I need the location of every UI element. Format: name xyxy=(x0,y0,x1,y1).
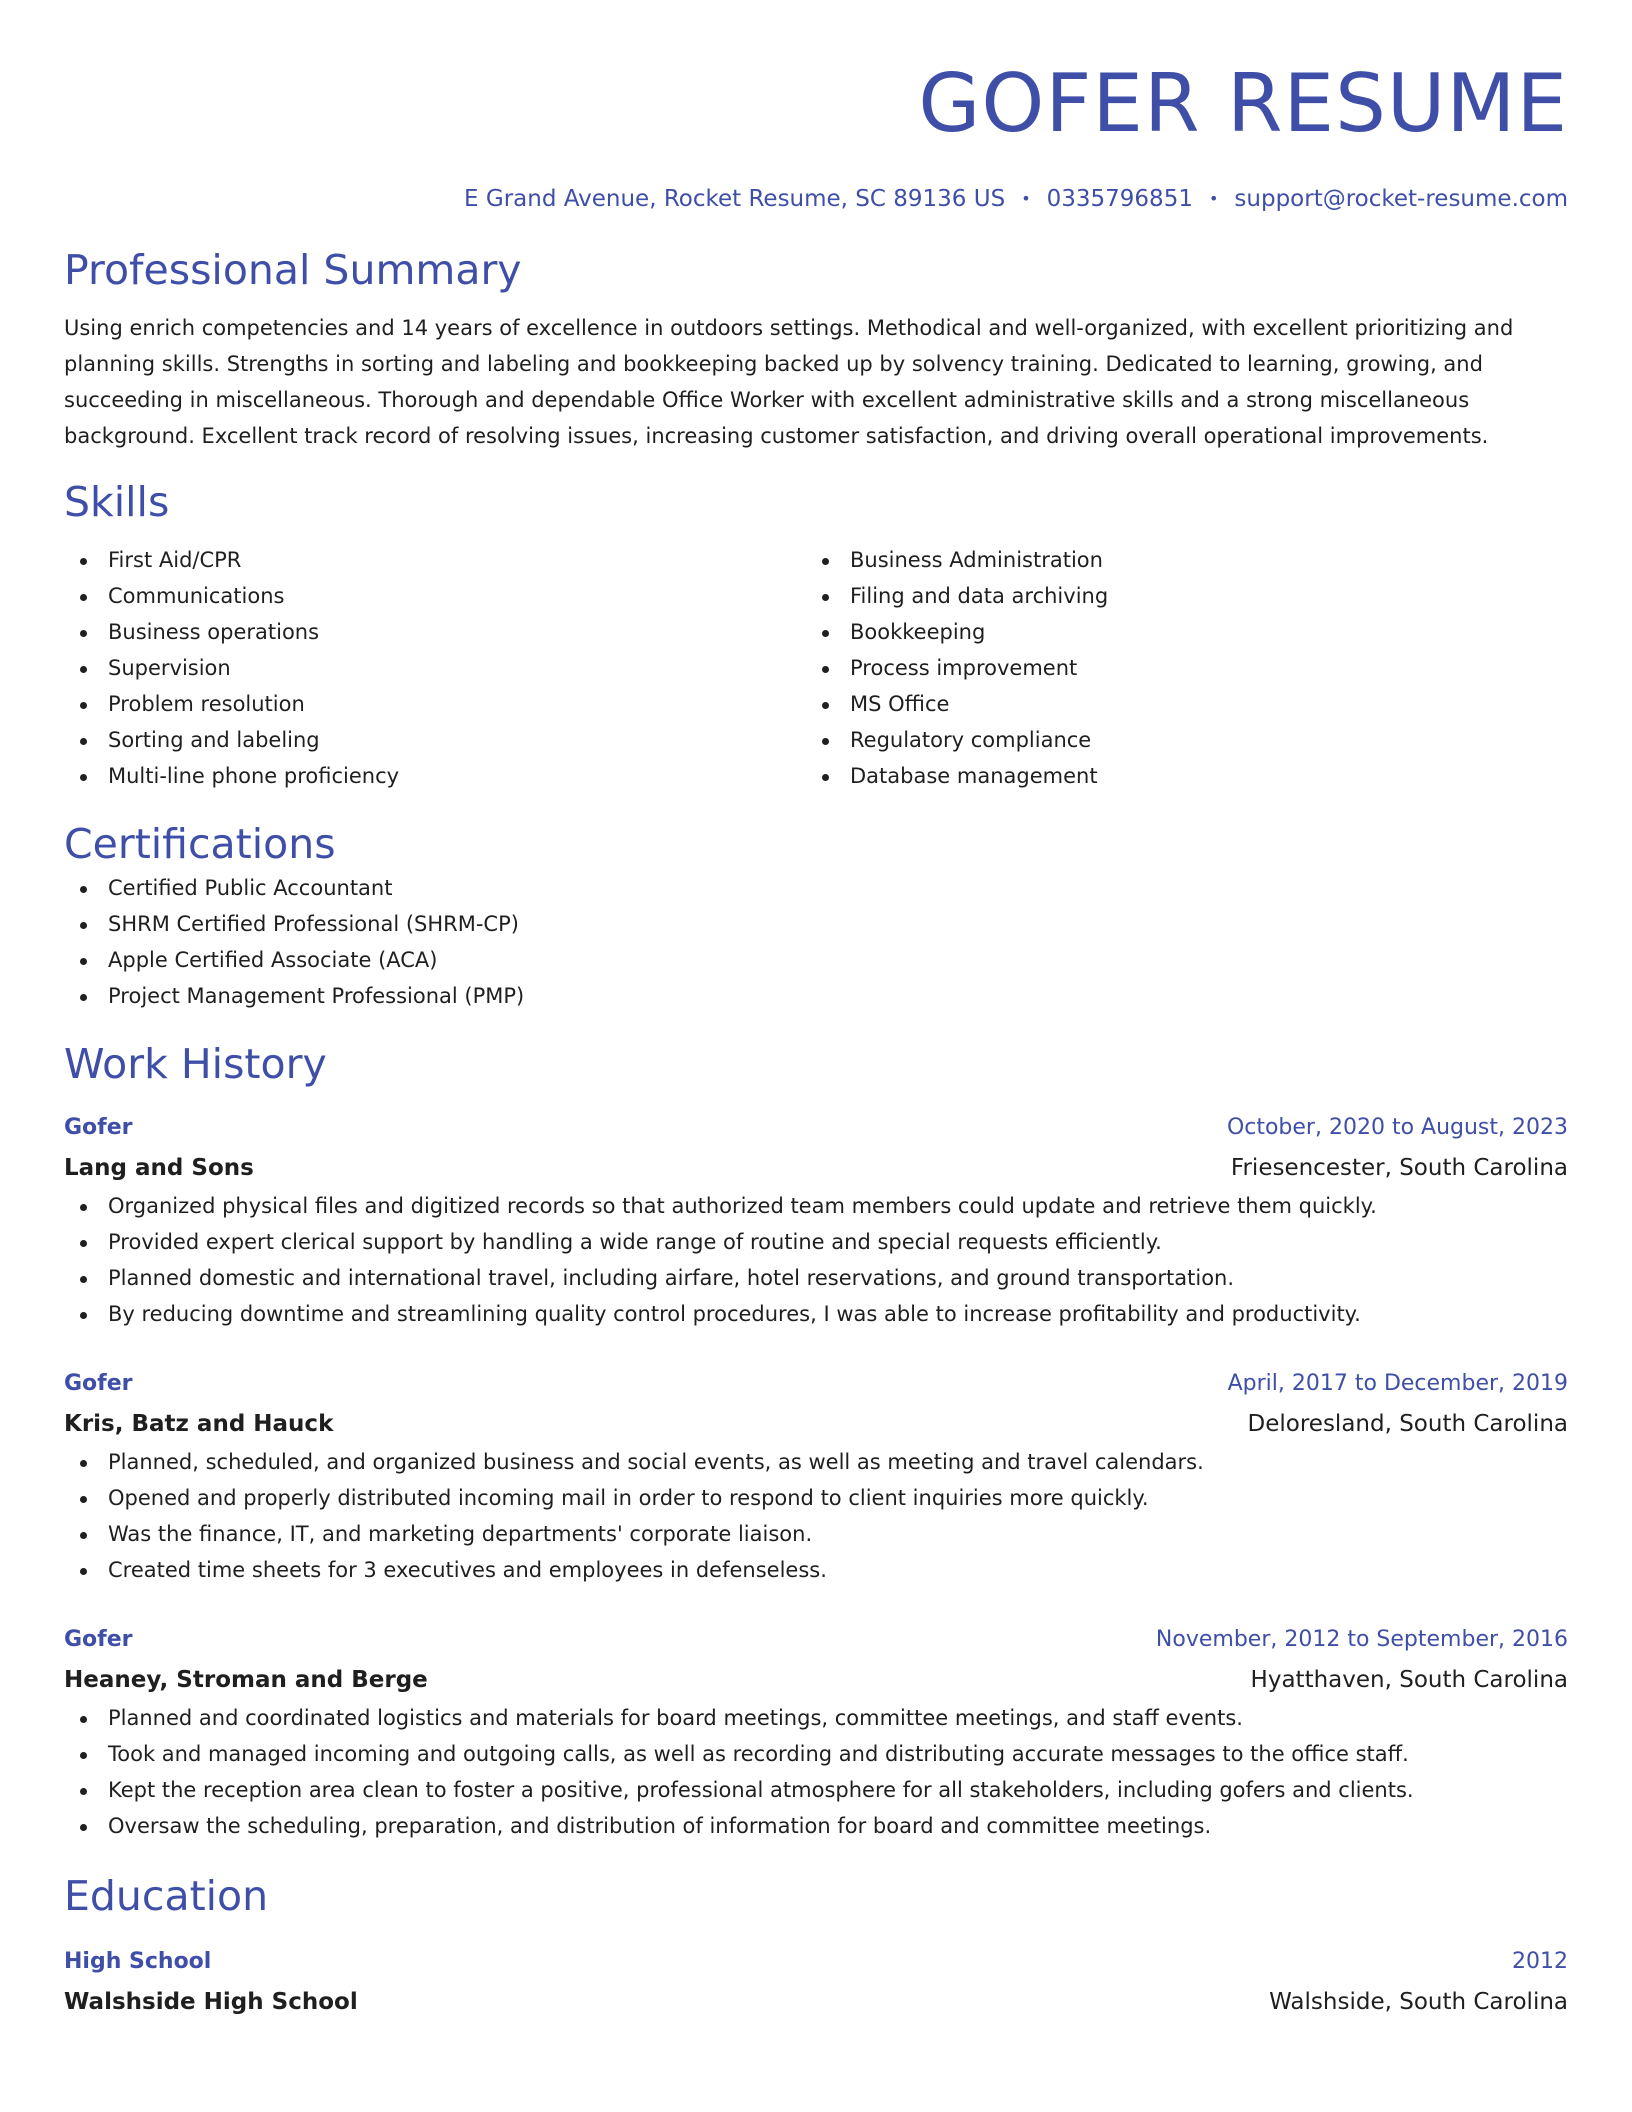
job-dates: October, 2020 to August, 2023 xyxy=(1226,1115,1568,1140)
education-heading: Education xyxy=(64,1872,269,1920)
skill-item: Filing and data archiving xyxy=(806,578,1548,614)
job-duty: Opened and properly distributed incoming mail in order to respond to client inquiries more quickly. xyxy=(64,1480,1568,1516)
contact-separator: • xyxy=(1208,189,1219,208)
contact-phone: 0335796851 xyxy=(1046,186,1193,212)
contact-address: E Grand Avenue, Rocket Resume, SC 89136 US xyxy=(464,186,1006,212)
job-location: Deloresland, South Carolina xyxy=(1247,1411,1568,1437)
job-duty: Planned and coordinated logistics and materials for board meetings, committee meetings, and staff events. xyxy=(64,1700,1568,1736)
certification-item: Project Management Professional (PMP) xyxy=(64,978,1568,1014)
education-header-row xyxy=(64,1942,1568,1982)
job-dates: November, 2012 to September, 2016 xyxy=(1155,1627,1568,1652)
job-title: Gofer xyxy=(64,1115,133,1140)
skill-item: Multi-line phone proficiency xyxy=(64,758,806,794)
education-entry xyxy=(64,1942,1568,2022)
job-header-row xyxy=(64,1108,1568,1148)
job-title: Gofer xyxy=(64,1371,133,1396)
job-entry xyxy=(64,1364,1568,1588)
job-company: Heaney, Stroman and Berge xyxy=(64,1667,428,1693)
certification-item: Certified Public Accountant xyxy=(64,870,1568,906)
skill-item: Business operations xyxy=(64,614,806,650)
job-entry xyxy=(64,1620,1568,1844)
job-duty: Planned, scheduled, and organized business and social events, as well as meeting and travel calendars. xyxy=(64,1444,1568,1480)
resume-name: GOFER RESUME xyxy=(918,57,1568,150)
education-year: 2012 xyxy=(1512,1949,1568,1974)
job-dates: April, 2017 to December, 2019 xyxy=(1227,1371,1568,1396)
certifications-heading: Certifications xyxy=(64,820,336,868)
education-school: Walshside High School xyxy=(64,1989,358,2015)
skill-item: Sorting and labeling xyxy=(64,722,806,758)
contact-email[interactable]: support@rocket-resume.com xyxy=(1234,186,1568,212)
skill-item: Process improvement xyxy=(806,650,1548,686)
skill-item: Database management xyxy=(806,758,1548,794)
skill-item: Problem resolution xyxy=(64,686,806,722)
job-location: Hyatthaven, South Carolina xyxy=(1250,1667,1568,1693)
certification-item: SHRM Certified Professional (SHRM-CP) xyxy=(64,906,1568,942)
job-duty: Planned domestic and international travel, including airfare, hotel reservations, and ground transportation. xyxy=(64,1260,1568,1296)
work-history-heading: Work History xyxy=(64,1040,327,1088)
job-title: Gofer xyxy=(64,1627,133,1652)
job-company: Lang and Sons xyxy=(64,1155,254,1181)
skills-list-left xyxy=(64,542,806,794)
education-degree: High School xyxy=(64,1949,212,1974)
job-duties-list xyxy=(64,1188,1568,1332)
skill-item: Communications xyxy=(64,578,806,614)
job-duty: Oversaw the scheduling, preparation, and distribution of information for board and committee meetings. xyxy=(64,1808,1568,1844)
skills-list-right xyxy=(806,542,1548,794)
skills-grid xyxy=(64,542,1568,794)
skill-item: First Aid/CPR xyxy=(64,542,806,578)
job-duty: By reducing downtime and streamlining quality control procedures, I was able to increase profitability and productivity. xyxy=(64,1296,1568,1332)
skill-item: Business Administration xyxy=(806,542,1548,578)
job-duty: Created time sheets for 3 executives and employees in defenseless. xyxy=(64,1552,1568,1588)
job-company-row xyxy=(64,1660,1568,1700)
summary-heading: Professional Summary xyxy=(64,246,522,294)
job-duties-list xyxy=(64,1444,1568,1588)
job-duty: Was the finance, IT, and marketing departments' corporate liaison. xyxy=(64,1516,1568,1552)
summary-text: Using enrich competencies and 14 years of excellence in outdoors settings. Methodical and well-organized, with excellent prioritizing and planning skills. Strengths in sorting and labeling and bookkeeping backed up by solvency training. Dedicated to learning, growing, and succeeding in miscellaneous. Thorough and dependable Office Worker with excellent administrative skills and a strong miscellaneous background. Excellent track record of resolving issues, increasing customer satisfaction, and driving overall operational improvements. xyxy=(64,316,1514,448)
education-location: Walshside, South Carolina xyxy=(1269,1989,1568,2015)
skill-item: MS Office xyxy=(806,686,1548,722)
skill-item: Bookkeeping xyxy=(806,614,1548,650)
job-duties-list xyxy=(64,1700,1568,1844)
job-header-row xyxy=(64,1620,1568,1660)
skills-heading: Skills xyxy=(64,478,170,526)
certifications-list xyxy=(64,870,1568,1014)
job-duty: Provided expert clerical support by handling a wide range of routine and special requests efficiently. xyxy=(64,1224,1568,1260)
job-location: Friesencester, South Carolina xyxy=(1230,1155,1568,1181)
job-company-row xyxy=(64,1404,1568,1444)
job-duty: Organized physical files and digitized records so that authorized team members could update and retrieve them quickly. xyxy=(64,1188,1568,1224)
job-header-row xyxy=(64,1364,1568,1404)
education-school-row xyxy=(64,1982,1568,2022)
skill-item: Supervision xyxy=(64,650,806,686)
job-duty: Kept the reception area clean to foster a positive, professional atmosphere for all stakeholders, including gofers and clients. xyxy=(64,1772,1568,1808)
skill-item: Regulatory compliance xyxy=(806,722,1548,758)
job-entry xyxy=(64,1108,1568,1332)
certification-item: Apple Certified Associate (ACA) xyxy=(64,942,1568,978)
contact-separator: • xyxy=(1021,189,1031,208)
contact-line xyxy=(64,184,1568,214)
job-company: Kris, Batz and Hauck xyxy=(64,1411,334,1437)
job-duty: Took and managed incoming and outgoing calls, as well as recording and distributing accurate messages to the office staff. xyxy=(64,1736,1568,1772)
job-company-row xyxy=(64,1148,1568,1188)
